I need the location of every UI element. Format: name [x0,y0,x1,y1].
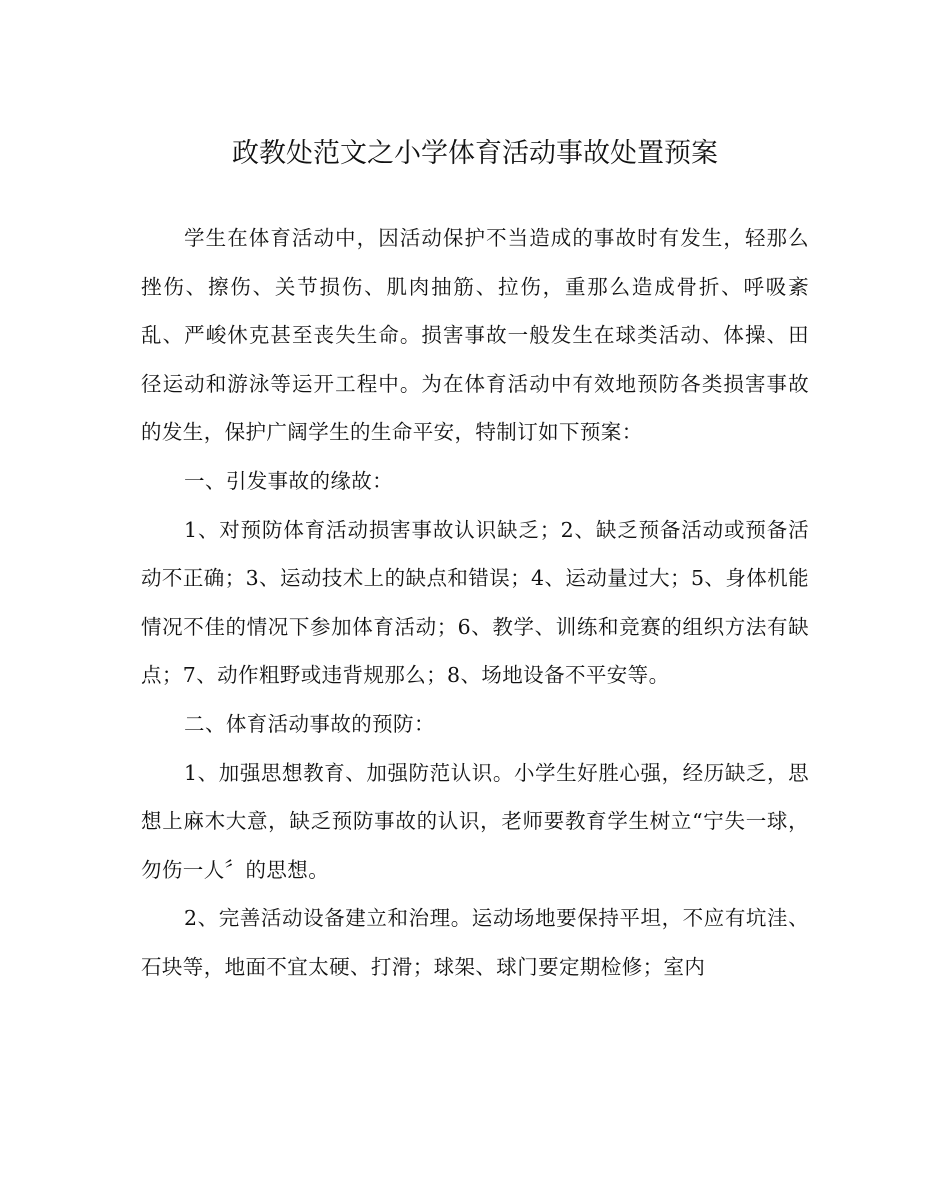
document-body [141,214,809,992]
section-heading-prevention: 二、体育活动事故的预防： [184,711,435,736]
paragraph-prevention-1: 1、加强思想教育、加强防范认识。小学生好胜心强，经历缺乏，思想上麻木大意，缺乏预防事故的认识，老师要教育学生树立“宁失一球，勿伤一人〞的思想。 [141,760,809,882]
section-heading-causes: 一、引发事故的缘故： [184,468,394,493]
document-title: 政教处范文之小学体育活动事故处置预案 [232,138,718,169]
paragraph-intro: 学生在体育活动中，因活动保护不当造成的事故时有发生，轻那么挫伤、擦伤、关节损伤、肌肉抽筋、拉伤，重那么造成骨折、呼吸紊乱、严峻休克甚至丧失生命。损害事故一般发生在球类活动、体操、田径运动和游泳等运开工程中。为在体育活动中有效地预防各类损害事故的发生，保护广阔学生的生命平安，特制订如下预案： [141,226,809,445]
paragraph-prevention-2: 2、完善活动设备建立和治理。运动场地要保持平坦，不应有坑洼、石块等，地面不宜太硬、打滑；球架、球门要定期检修；室内 [141,906,809,979]
paragraph-causes: 1、对预防体育活动损害事故认识缺乏；2、缺乏预备活动或预备活动不正确；3、运动技术上的缺点和错误；4、运动量过大；5、身体机能情况不佳的情况下参加体育活动；6、教学、训练和竞赛的组织方法有缺点；7、动作粗野或违背规那么；8、场地设备不平安等。 [141,517,809,688]
